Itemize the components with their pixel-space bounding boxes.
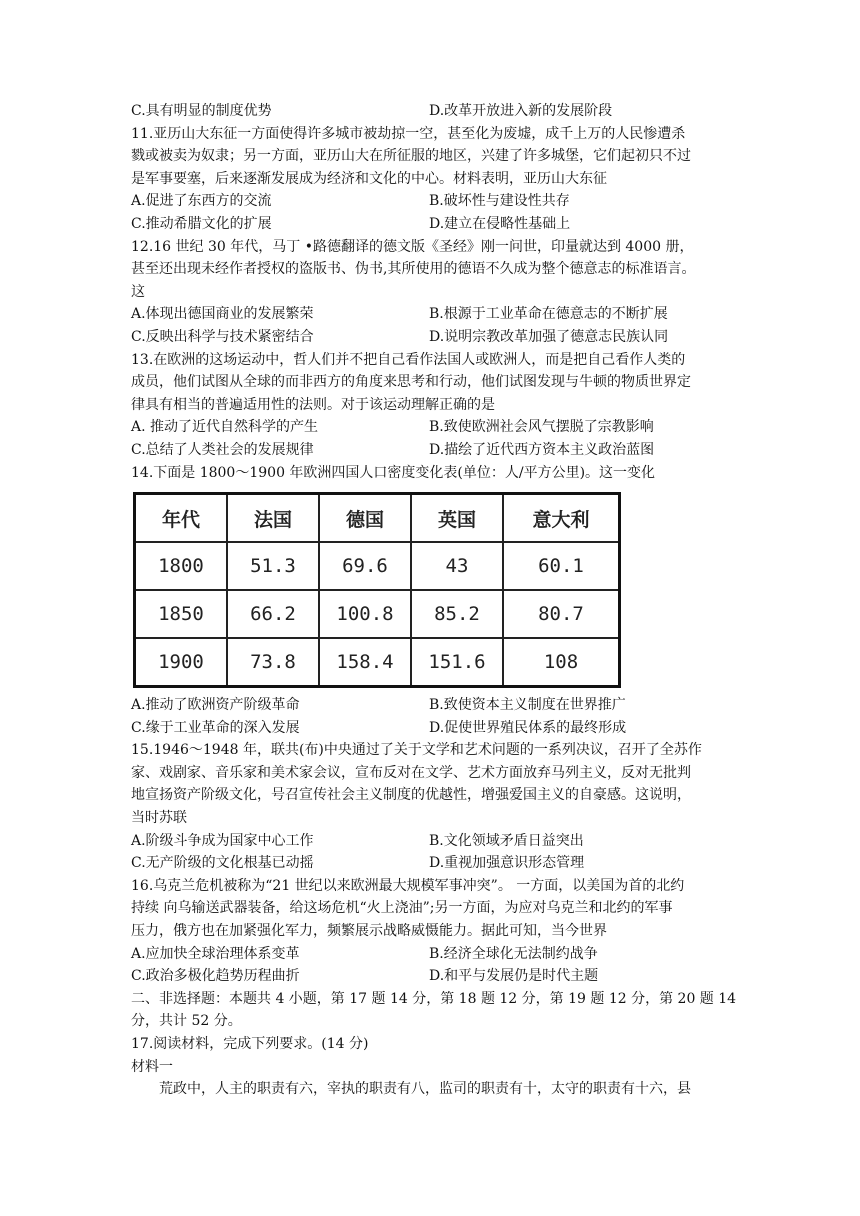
question-14 xyxy=(131,462,735,740)
question-text: 是军事要塞，后来逐渐发展成为经济和文化的中心。材料表明，亚历山大东征 xyxy=(131,170,607,187)
question-text: 11.亚历山大东征一方面使得许多城市被劫掠一空，甚至化为废墟，成千上万的人民惨遭杀 xyxy=(131,125,686,142)
question-text: 14.下面是 1800～1900 年欧洲四国人口密度变化表(单位：人/平方公里)。这一变化 xyxy=(131,464,656,481)
option-b: B.根源于工业革命在德意志的不断扩展 xyxy=(429,306,668,323)
question-text: 这 xyxy=(131,283,145,300)
question-text: 律具有相当的普遍适用性的法则。对于该运动理解正确的是 xyxy=(131,396,495,413)
table-cell: 151.6 xyxy=(411,638,503,687)
option-a: A.推动了欧洲资产阶级革命 xyxy=(131,697,300,714)
table-header: 法国 xyxy=(227,494,319,543)
table-cell: 1800 xyxy=(135,542,228,590)
material-label: 材料一 xyxy=(131,1058,173,1075)
option-b: B.致使欧洲社会风气摆脱了宗教影响 xyxy=(429,419,654,436)
option-b: B.经济全球化无法制约战争 xyxy=(429,945,598,962)
question-text: 13.在欧洲的这场运动中，哲人们并不把自己看作法国人或欧洲人，而是把自己看作人类的 xyxy=(131,351,686,368)
table-row xyxy=(135,542,620,590)
question-17 xyxy=(131,1033,735,1101)
section-text: 分，共计 52 分。 xyxy=(131,1013,242,1030)
population-density-table xyxy=(133,492,621,688)
question-text: 当时苏联 xyxy=(131,810,187,827)
option-c: C.政治多极化趋势历程曲折 xyxy=(131,968,300,985)
table-cell: 73.8 xyxy=(227,638,319,687)
option-c: C.具有明显的制度优势 xyxy=(131,103,272,119)
table-header: 意大利 xyxy=(503,494,620,543)
table-row xyxy=(135,590,620,638)
question-text: 戮或被卖为奴隶；另一方面，亚历山大在所征服的地区，兴建了许多城堡，它们起初只不过 xyxy=(131,148,691,165)
question-text: 压力，俄方也在加紧强化军力，频繁展示战略威慑能力。据此可知，当今世界 xyxy=(131,923,607,940)
table-cell: 100.8 xyxy=(319,590,411,638)
option-b: B.致使资本主义制度在世界推广 xyxy=(429,697,626,714)
question-text: 15.1946～1948 年，联共(布)中央通过了关于文学和艺术问题的一系列决议，召开了全苏作 xyxy=(131,742,702,759)
option-a: A.促进了东西方的交流 xyxy=(131,193,272,210)
table-cell: 66.2 xyxy=(227,590,319,638)
option-d: D.描绘了近代西方资本主义政治蓝图 xyxy=(429,441,655,458)
option-a: A.阶级斗争成为国家中心工作 xyxy=(131,832,314,849)
question-text: 17.阅读材料，完成下列要求。(14 分) xyxy=(131,1036,369,1052)
table-cell: 1850 xyxy=(135,590,228,638)
question-15 xyxy=(131,739,735,875)
table-cell: 69.6 xyxy=(319,542,411,590)
question-16 xyxy=(131,875,735,988)
table-cell: 60.1 xyxy=(503,542,620,590)
option-d: D.促使世界殖民体系的最终形成 xyxy=(429,719,627,736)
option-c: C.推动希腊文化的扩展 xyxy=(131,215,272,232)
question-text: 持续 向乌输送武器装备，给这场危机“火上浇油”;另一方面，为应对乌克兰和北约的军事 xyxy=(131,900,673,917)
table-cell: 43 xyxy=(411,542,503,590)
table-cell: 1900 xyxy=(135,638,228,687)
table-row xyxy=(135,638,620,687)
options-row xyxy=(131,100,735,123)
option-c: C.总结了人类社会的发展规律 xyxy=(131,441,314,458)
option-d: D.重视加强意识形态管理 xyxy=(429,855,585,872)
section-2-heading xyxy=(131,988,735,1033)
table-cell: 51.3 xyxy=(227,542,319,590)
table-header-row xyxy=(135,494,620,543)
option-b: B.破坏性与建设性共存 xyxy=(429,193,570,210)
question-text: 12.16 世纪 30 年代，马丁 •路德翻译的德文版《圣经》刚一问世，印量就达到 4000 册， xyxy=(131,238,694,255)
option-c: C.缘于工业革命的深入发展 xyxy=(131,719,300,736)
question-13 xyxy=(131,349,735,462)
question-11 xyxy=(131,123,735,236)
option-b: B.文化领域矛盾日益突出 xyxy=(429,832,584,849)
material-text: 荒政中，人主的职责有六，宰执的职责有八，监司的职责有十，太守的职责有十六，县 xyxy=(159,1081,691,1098)
table-header: 德国 xyxy=(319,494,411,543)
question-text: 家、戏剧家、音乐家和美术家会议，宣布反对在文学、艺术方面放弃马列主义，反对无批判 xyxy=(131,764,691,781)
table-cell: 108 xyxy=(503,638,620,687)
table-header: 英国 xyxy=(411,494,503,543)
exam-page xyxy=(131,100,735,1101)
table-cell: 80.7 xyxy=(503,590,620,638)
option-a: A. 推动了近代自然科学的产生 xyxy=(131,419,319,436)
question-12 xyxy=(131,236,735,349)
question-text: 成员，他们试图从全球的而非西方的角度来思考和行动，他们试图发现与牛顿的物质世界定 xyxy=(131,374,691,391)
option-a: A.应加快全球治理体系变革 xyxy=(131,945,300,962)
option-c: C.无产阶级的文化根基已动摇 xyxy=(131,855,314,872)
table-cell: 85.2 xyxy=(411,590,503,638)
option-d: D.和平与发展仍是时代主题 xyxy=(429,968,599,985)
section-text: 二、非选择题：本题共 4 小题，第 17 题 14 分，第 18 题 12 分，第 19 题 12 分，第 20 题 14 xyxy=(131,990,737,1007)
question-text: 地宣扬资产阶级文化，号召宣传社会主义制度的优越性，增强爱国主义的自豪感。这说明， xyxy=(131,787,691,804)
option-c: C.反映出科学与技术紧密结合 xyxy=(131,328,314,345)
table-cell: 158.4 xyxy=(319,638,411,687)
table-header: 年代 xyxy=(135,494,228,543)
option-d: D.建立在侵略性基础上 xyxy=(429,215,571,232)
question-text: 16.乌克兰危机被称为“21 世纪以来欧洲最大规模军事冲突”。 一方面，以美国为首的北约 xyxy=(131,877,685,894)
option-d: D.说明宗教改革加强了德意志民族认同 xyxy=(429,328,669,345)
option-d: D.改革开放进入新的发展阶段 xyxy=(429,103,613,119)
question-text: 甚至还出现未经作者授权的盗版书、伪书,其所使用的德语不久成为整个德意志的标准语言。 xyxy=(131,261,696,278)
option-a: A.体现出德国商业的发展繁荣 xyxy=(131,306,314,323)
